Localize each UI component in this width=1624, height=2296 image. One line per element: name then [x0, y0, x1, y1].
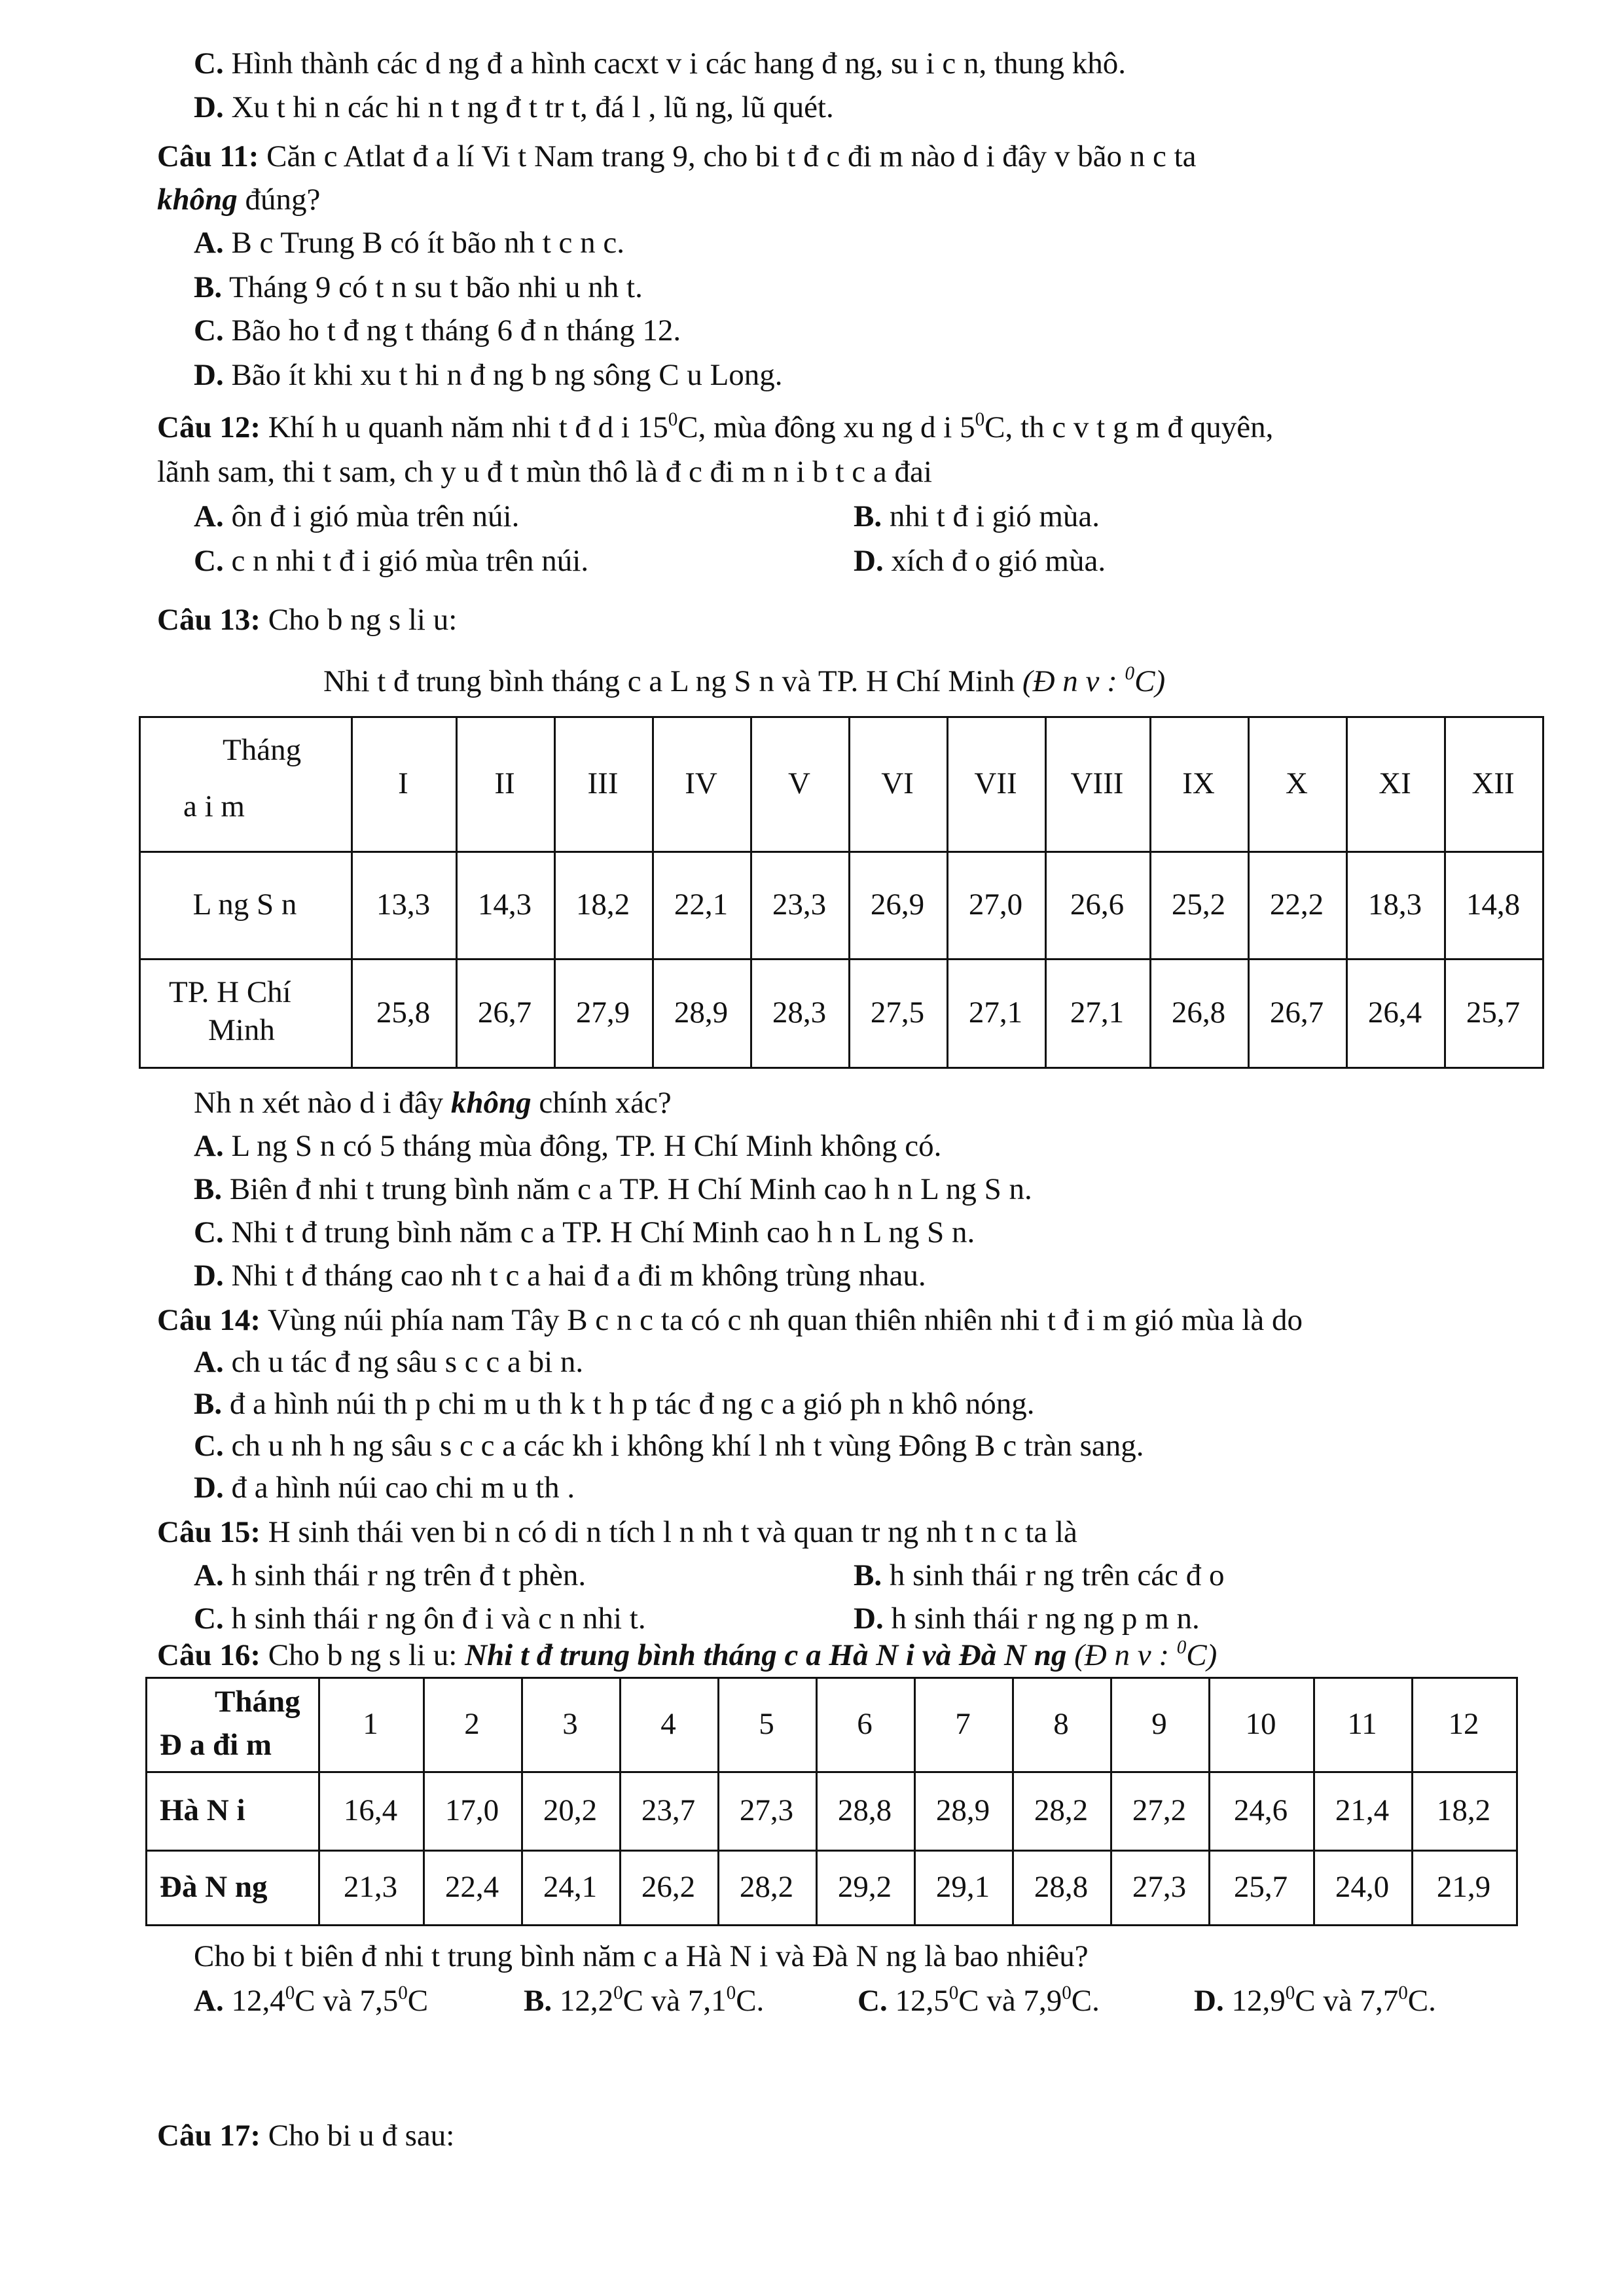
table-cell: 28,8	[837, 1793, 892, 1827]
column-header: 9	[1151, 1707, 1167, 1741]
q11-option-c: C. Bão ho t đ ng t tháng 6 đ n tháng 12.	[194, 314, 681, 348]
table-cell: 27,3	[1132, 1870, 1187, 1904]
q11-option-b: B. Tháng 9 có t n su t bão nhi u nh t.	[194, 270, 643, 304]
q13-option-d: D. Nhi t đ tháng cao nh t c a hai đ a đi m không trùng nhau.	[194, 1259, 926, 1293]
column-header: VII	[974, 766, 1017, 800]
table-cell: 14,3	[477, 888, 532, 922]
table-cell: 21,9	[1436, 1870, 1491, 1904]
column-header: I	[398, 766, 408, 800]
q12-stem-line2: lãnh sam, thi t sam, ch y u đ t mùn thô là đ c đi m n i b t c a đai	[157, 455, 932, 489]
q13-option-a: A. L ng S n có 5 tháng mùa đông, TP. H Chí Minh không có.	[194, 1129, 942, 1163]
table-cell: 26,7	[1269, 996, 1324, 1030]
table-cell: 27,3	[739, 1793, 794, 1827]
q16-option-b: B. 12,2$^0$C và $7,1^0C$.	[524, 1982, 765, 2018]
corner-header-place: a i m	[183, 789, 245, 823]
table-grid-line	[1516, 1677, 1518, 1926]
column-header: 8	[1053, 1707, 1069, 1741]
table-cell: 27,1	[1070, 996, 1125, 1030]
table-cell: 27,5	[870, 996, 925, 1030]
q16-stem: Câu 16: Cho b ng s li u: Nhi t đ trung bình tháng c a Hà N i và Đà N ng (Đ n v : $^0$C)	[157, 1636, 1218, 1672]
q14-option-a: A. ch u tác đ ng sâu s c c a bi n.	[194, 1345, 584, 1379]
table-cell: 26,2	[641, 1870, 696, 1904]
table-cell: 22,4	[444, 1870, 499, 1904]
q16-option-a: A. 12,4$^0$C và $7,5^0C$	[194, 1982, 429, 2018]
table-cell: 26,9	[870, 888, 925, 922]
table-cell: 16,4	[343, 1793, 398, 1827]
row-header: Minh	[208, 1013, 275, 1047]
q15-option-c: C. h sinh thái r ng ôn đ i và c n nhi t.	[194, 1602, 646, 1636]
table-cell: 17,0	[444, 1793, 499, 1827]
q15-option-d: D. h sinh thái r ng ng p m n.	[854, 1602, 1200, 1636]
table-cell: 26,7	[477, 996, 532, 1030]
q15-option-b: B. h sinh thái r ng trên các đ o	[854, 1558, 1225, 1592]
q13-option-c: C. Nhi t đ trung bình năm c a TP. H Chí Minh cao h n L ng S n.	[194, 1215, 975, 1249]
q12-option-a: A. ôn đ i gió mùa trên núi.	[194, 499, 520, 533]
table-cell: 24,0	[1335, 1870, 1390, 1904]
table-cell: 26,4	[1367, 996, 1422, 1030]
table-cell: 14,8	[1466, 888, 1521, 922]
q11-option-a: A. B c Trung B có ít bão nh t c n c.	[194, 226, 624, 260]
table-cell: 27,0	[968, 888, 1023, 922]
q11-stem-line2: không đúng?	[157, 183, 321, 217]
table-grid-line	[145, 1924, 1518, 1926]
column-header: 2	[464, 1707, 480, 1741]
table-cell: 28,2	[739, 1870, 794, 1904]
column-header: IX	[1182, 766, 1215, 800]
column-header: 3	[562, 1707, 578, 1741]
q12-stem-line1: Câu 12: Khí h u quanh năm nhi t đ d i $15^0C$, mùa đông xu ng d i $5^0C$, th c v t g m đ quyên,	[157, 408, 1274, 444]
table-cell: 22,1	[674, 888, 729, 922]
table-cell: 18,2	[575, 888, 630, 922]
column-header: 10	[1245, 1707, 1276, 1741]
q13-table-title: Nhi t đ trung bình tháng c a L ng S n và TP. H Chí Minh (Đ n v : $^0$C)	[323, 662, 1166, 698]
column-header: VI	[881, 766, 914, 800]
column-header: III	[587, 766, 619, 800]
table-cell: 20,2	[543, 1793, 598, 1827]
table-cell: 26,6	[1070, 888, 1125, 922]
q10-option-d: D. Xu t hi n các hi n t ng đ t tr t, đá l , lũ ng, lũ quét.	[194, 90, 834, 124]
table-cell: 28,8	[1034, 1870, 1089, 1904]
q14-option-b: B. đ a hình núi th p chi m u th k t h p tác đ ng c a gió ph n khô nóng.	[194, 1387, 1035, 1421]
q17-stem: Câu 17: Cho bi u đ sau:	[157, 2119, 455, 2153]
table-cell: 21,3	[343, 1870, 398, 1904]
column-header: 1	[363, 1707, 378, 1741]
q12-option-c: C. c n nhi t đ i gió mùa trên núi.	[194, 544, 589, 578]
table-cell: 28,9	[674, 996, 729, 1030]
table-cell: 25,8	[376, 996, 431, 1030]
q11-option-d: D. Bão ít khi xu t hi n đ ng b ng sông C u Long.	[194, 358, 783, 392]
q15-option-a: A. h sinh thái r ng trên đ t phèn.	[194, 1558, 586, 1592]
table-cell: 22,2	[1269, 888, 1324, 922]
q14-stem: Câu 14: Vùng núi phía nam Tây B c n c ta có c nh quan thiên nhiên nhi t đ i m gió mùa là do	[157, 1303, 1303, 1337]
column-header: 7	[955, 1707, 971, 1741]
q16-option-d: D. 12,9$^0$C và $7,7^0C$.	[1194, 1982, 1436, 2018]
column-header: 5	[759, 1707, 774, 1741]
q12-option-d: D. xích đ o gió mùa.	[854, 544, 1106, 578]
table-cell: 29,1	[935, 1870, 990, 1904]
column-header: 6	[857, 1707, 873, 1741]
table-cell: 26,8	[1171, 996, 1226, 1030]
column-header: X	[1286, 766, 1308, 800]
table-cell: 23,3	[772, 888, 827, 922]
corner-header-month: Tháng	[215, 1685, 300, 1719]
table-cell: 25,7	[1466, 996, 1521, 1030]
q13-option-b: B. Biên đ nhi t trung bình năm c a TP. H Chí Minh cao h n L ng S n.	[194, 1172, 1032, 1206]
corner-header-month: Tháng	[223, 733, 302, 767]
column-header: 11	[1347, 1707, 1377, 1741]
q13-prompt: Nh n xét nào d i đây không chính xác?	[194, 1086, 672, 1120]
column-header: VIII	[1070, 766, 1124, 800]
q15-stem: Câu 15: H sinh thái ven bi n có di n tích l n nh t và quan tr ng nh t n c ta là	[157, 1515, 1077, 1549]
table-cell: 29,2	[837, 1870, 892, 1904]
column-header: IV	[685, 766, 717, 800]
table-cell: 24,1	[543, 1870, 598, 1904]
table-cell: 21,4	[1335, 1793, 1390, 1827]
column-header: 4	[660, 1707, 676, 1741]
table-grid-line	[139, 1067, 1544, 1069]
row-header: Đà N ng	[160, 1870, 268, 1904]
q16-option-c: C. 12,5$^0$C và $7,9^0C$.	[857, 1982, 1100, 2018]
table-cell: 28,3	[772, 996, 827, 1030]
q10-option-c: C. Hình thành các d ng đ a hình cacxt v i các hang đ ng, su i c n, thung khô.	[194, 46, 1127, 81]
q12-option-b: B. nhi t đ i gió mùa.	[854, 499, 1100, 533]
table-cell: 27,1	[968, 996, 1023, 1030]
table-cell: 28,9	[935, 1793, 990, 1827]
row-header: Hà N i	[160, 1793, 245, 1827]
row-header: L ng S n	[192, 888, 297, 922]
q14-option-d: D. đ a hình núi cao chi m u th .	[194, 1471, 575, 1505]
table-cell: 23,7	[641, 1793, 696, 1827]
q16-prompt: Cho bi t biên đ nhi t trung bình năm c a Hà N i và Đà N ng là bao nhiêu?	[194, 1939, 1089, 1973]
row-header: TP. H Chí	[169, 975, 291, 1009]
column-header: II	[494, 766, 515, 800]
table-cell: 24,6	[1233, 1793, 1288, 1827]
corner-header-place: Đ a đi m	[160, 1728, 272, 1762]
table-cell: 25,7	[1233, 1870, 1288, 1904]
q11-stem-line1: Câu 11: Căn c Atlat đ a lí Vi t Nam trang 9, cho bi t đ c đi m nào d i đây v bão n c ta	[157, 139, 1197, 173]
table-cell: 27,2	[1132, 1793, 1187, 1827]
column-header: 12	[1448, 1707, 1479, 1741]
table-cell: 25,2	[1171, 888, 1226, 922]
table-cell: 18,2	[1436, 1793, 1491, 1827]
q14-option-c: C. ch u nh h ng sâu s c c a các kh i không khí l nh t vùng Đông B c tràn sang.	[194, 1429, 1144, 1463]
table-cell: 18,3	[1367, 888, 1422, 922]
table-cell: 13,3	[376, 888, 431, 922]
table-cell: 27,9	[575, 996, 630, 1030]
column-header: V	[788, 766, 810, 800]
table-grid-line	[1542, 716, 1544, 1069]
column-header: XI	[1379, 766, 1411, 800]
q13-stem: Câu 13: Cho b ng s li u:	[157, 603, 458, 637]
table-cell: 28,2	[1034, 1793, 1089, 1827]
column-header: XII	[1471, 766, 1515, 800]
